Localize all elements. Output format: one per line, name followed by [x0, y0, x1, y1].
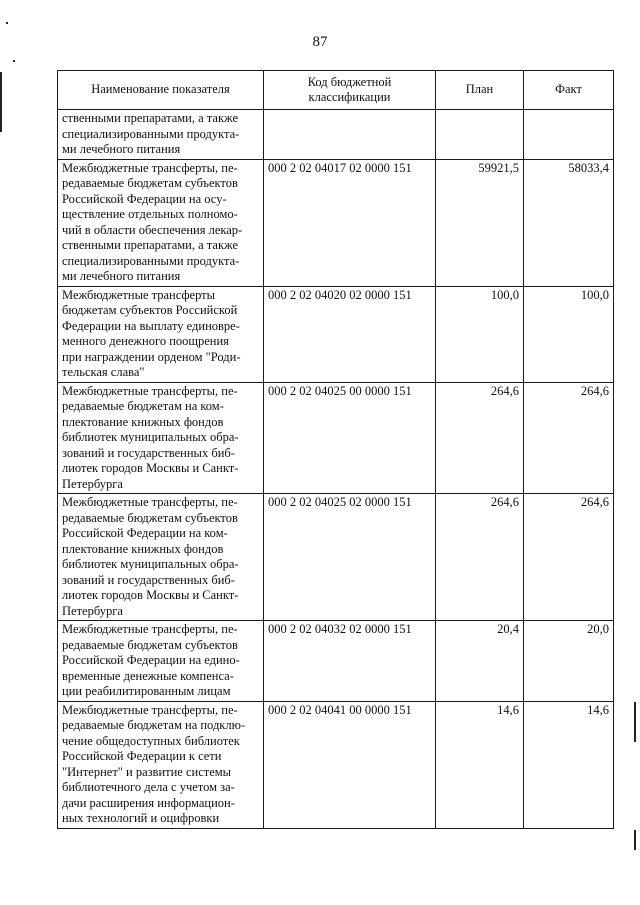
- indicator-name-line: Межбюджетные трансферты, пе-: [62, 383, 238, 398]
- indicator-name-line: временные денежные компенса-: [62, 668, 234, 683]
- indicator-name-line: ственными препаратами, а также: [62, 111, 239, 125]
- budget-code: [264, 110, 436, 160]
- indicator-name-line: библиотек муниципальных обра-: [62, 557, 239, 571]
- budget-code: 000 2 02 04020 02 0000 151: [264, 286, 436, 382]
- indicator-name-line: зований и государственных биб-: [62, 572, 235, 587]
- indicator-name-line: тельская слава": [62, 365, 145, 379]
- scan-artifact-left-top: [6, 22, 8, 24]
- plan-value: 264,6: [436, 494, 524, 621]
- indicator-name-line: редаваемые бюджетам на ком-: [62, 399, 224, 413]
- indicator-name-line: Межбюджетные трансферты, пе-: [62, 622, 238, 636]
- scan-artifact-left-line: [0, 72, 2, 132]
- indicator-name-line: лиотек городов Москвы и Санкт-: [62, 461, 239, 475]
- indicator-name-line: редаваемые бюджетам субъектов: [62, 510, 238, 525]
- indicator-name-line: плектование книжных фондов: [62, 541, 224, 556]
- fact-value: 14,6: [524, 701, 614, 828]
- page-number: 87: [312, 34, 328, 50]
- table-row: [58, 494, 614, 621]
- fact-value: 264,6: [524, 494, 614, 621]
- indicator-name-line: ми лечебного питания: [62, 142, 181, 156]
- indicator-name-line: "Интернет" и развитие системы: [62, 764, 232, 779]
- indicator-name-line: библиотечного дела с учетом за-: [62, 780, 235, 794]
- indicator-name-line: Межбюджетные трансферты, пе-: [62, 702, 238, 717]
- indicator-name-line: бюджетам субъектов Российской: [62, 303, 238, 317]
- fact-value: 20,0: [524, 621, 614, 702]
- fact-value: 100,0: [524, 286, 614, 382]
- table-body: [58, 110, 614, 829]
- indicator-name-line: Межбюджетные трансферты: [62, 287, 216, 302]
- budget-table: [57, 70, 614, 829]
- header-code: Код бюджетной классификации: [264, 71, 436, 110]
- fact-value: 264,6: [524, 382, 614, 494]
- indicator-name: [58, 382, 264, 494]
- indicator-name: [58, 286, 264, 382]
- indicator-name-line: дачи расширения информацион-: [62, 795, 235, 810]
- scan-artifact-left-dot: [13, 60, 15, 62]
- indicator-name-line: редаваемые бюджетам субъектов: [62, 176, 238, 190]
- indicator-name-line: ществление отдельных полномо-: [62, 207, 238, 221]
- indicator-name-line: плектование книжных фондов: [62, 414, 224, 429]
- indicator-name-line: Российской Федерации на ком-: [62, 526, 228, 540]
- plan-value: 264,6: [436, 382, 524, 494]
- plan-value: 100,0: [436, 286, 524, 382]
- indicator-name-line: специализированными продукта-: [62, 126, 240, 141]
- budget-code: 000 2 02 04025 02 0000 151: [264, 494, 436, 621]
- fact-value: 58033,4: [524, 159, 614, 286]
- indicator-name-line: лиотек городов Москвы и Санкт-: [62, 588, 239, 602]
- header-name: Наименование показателя: [58, 71, 264, 110]
- table-row: [58, 110, 614, 160]
- header-fact: Факт: [524, 71, 614, 110]
- indicator-name: [58, 494, 264, 621]
- indicator-name-line: редаваемые бюджетам на подклю-: [62, 718, 246, 732]
- budget-code: 000 2 02 04017 02 0000 151: [264, 159, 436, 286]
- table-row: [58, 701, 614, 828]
- plan-value: 20,4: [436, 621, 524, 702]
- indicator-name-line: чий в области обеспечения лекар-: [62, 222, 243, 237]
- table-row: [58, 621, 614, 702]
- indicator-name-line: Межбюджетные трансферты, пе-: [62, 495, 238, 509]
- fact-value: [524, 110, 614, 160]
- budget-code: 000 2 02 04032 02 0000 151: [264, 621, 436, 702]
- scan-artifact-right-line-2: [634, 830, 636, 850]
- table-row: [58, 286, 614, 382]
- indicator-name-line: Российской Федерации на осу-: [62, 191, 227, 206]
- table-row: [58, 382, 614, 494]
- indicator-name-line: специализированными продукта-: [62, 253, 240, 268]
- budget-code: 000 2 02 04041 00 0000 151: [264, 701, 436, 828]
- plan-value: 59921,5: [436, 159, 524, 286]
- indicator-name: [58, 701, 264, 828]
- indicator-name-line: чение общедоступных библиотек: [62, 733, 240, 748]
- indicator-name-line: Федерации на выплату единовре-: [62, 318, 240, 333]
- scan-artifact-right-line-1: [634, 702, 636, 742]
- budget-code: 000 2 02 04025 00 0000 151: [264, 382, 436, 494]
- indicator-name: [58, 159, 264, 286]
- indicator-name-line: ственными препаратами, а также: [62, 238, 239, 252]
- indicator-name-line: Петербурга: [62, 476, 123, 491]
- indicator-name-line: ми лечебного питания: [62, 269, 181, 283]
- indicator-name-line: Российской Федерации на едино-: [62, 653, 240, 667]
- table-row: [58, 159, 614, 286]
- indicator-name: [58, 110, 264, 160]
- indicator-name-line: ции реабилитированным лицам: [62, 684, 231, 698]
- indicator-name-line: Российской Федерации к сети: [62, 749, 222, 763]
- table-header-row: [58, 71, 614, 110]
- plan-value: 14,6: [436, 701, 524, 828]
- indicator-name-line: Межбюджетные трансферты, пе-: [62, 160, 238, 175]
- indicator-name-line: ных технологий и оцифровки: [62, 811, 220, 825]
- indicator-name-line: зований и государственных биб-: [62, 445, 235, 460]
- indicator-name-line: редаваемые бюджетам субъектов: [62, 637, 238, 652]
- indicator-name-line: при награждении орденом "Роди-: [62, 349, 241, 364]
- plan-value: [436, 110, 524, 160]
- header-plan: План: [436, 71, 524, 110]
- indicator-name-line: Петербурга: [62, 603, 123, 618]
- indicator-name: [58, 621, 264, 702]
- indicator-name-line: менного денежного поощрения: [62, 334, 229, 348]
- indicator-name-line: библиотек муниципальных обра-: [62, 430, 239, 444]
